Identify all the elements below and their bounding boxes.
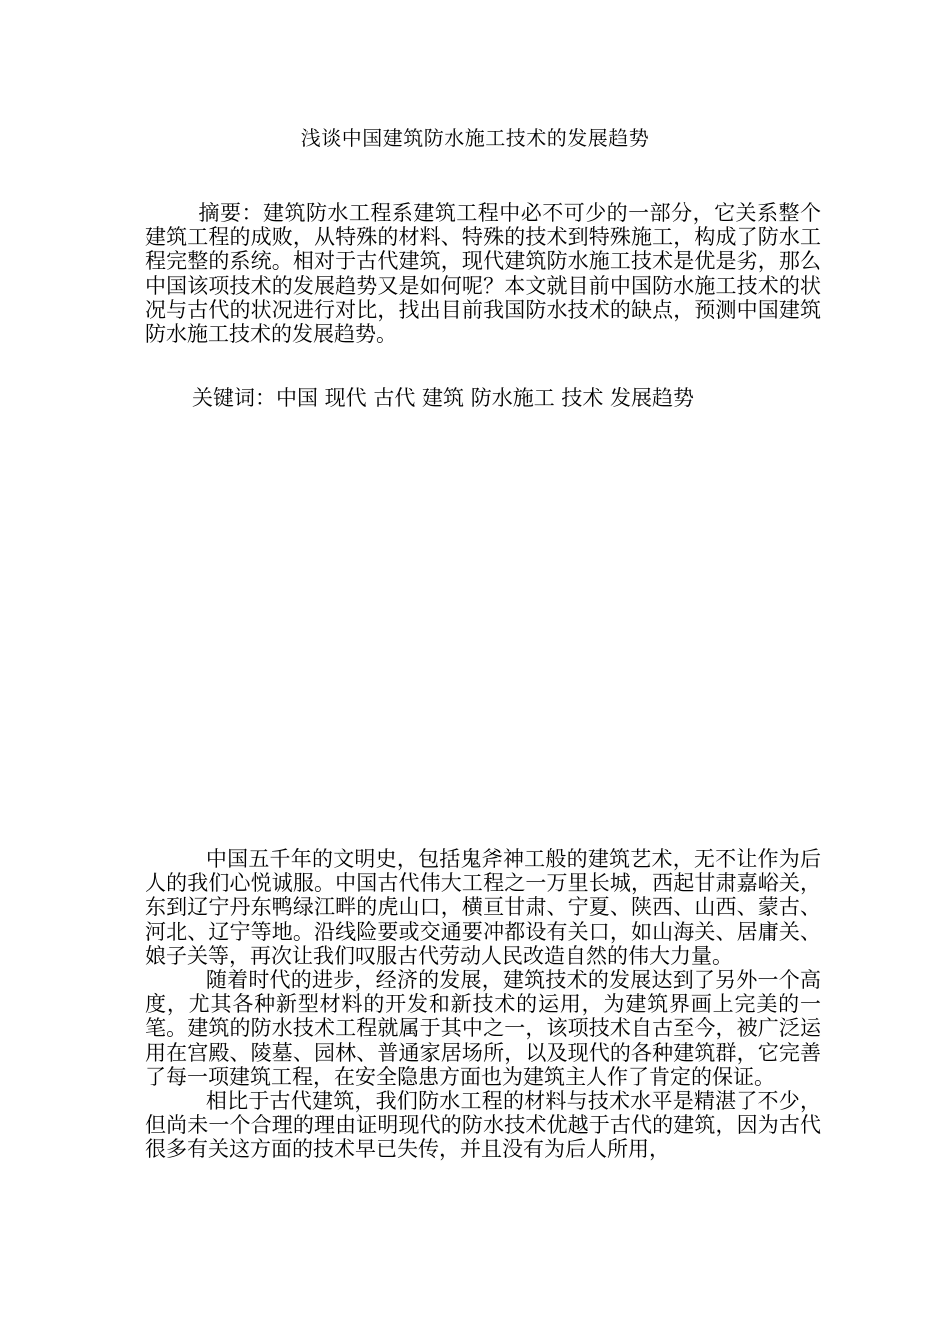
body-paragraph-3: 相比于古代建筑，我们防水工程的材料与技术水平是精湛了不少，但尚未一个合理的理由证明现代的防水技术优越于古代的建筑，因为古代很多有关这方面的技术早已失传，并且没有为后人所用， [145,1089,821,1162]
body-paragraph-1: 中国五千年的文明史，包括鬼斧神工般的建筑艺术，无不让作为后人的我们心悦诚服。中国古代伟大工程之一万里长城，西起甘肃嘉峪关，东到辽宁丹东鸭绿江畔的虎山口，横亘甘肃、宁夏、陕西、山西、蒙古、河北、辽宁等地。沿线险要或交通要冲都设有关口，如山海关、居庸关、娘子关等，再次让我们叹服古代劳动人民改造自然的伟大力量。 [145,847,821,968]
abstract-text: 摘要：建筑防水工程系建筑工程中必不可少的一部分，它关系整个建筑工程的成败，从特殊的材料、特殊的技术到特殊施工，构成了防水工程完整的系统。相对于古代建筑，现代建筑防水施工技术是优是劣，那么中国该项技术的发展趋势又是如何呢？本文就目前中国防水施工技术的状况与古代的状况进行对比，找出目前我国防水技术的缺点，预测中国建筑防水施工技术的发展趋势。 [145,201,821,347]
keywords-line: 关键词：中国 现代 古代 建筑 防水施工 技术 发展趋势 [192,386,695,410]
body-section [145,847,821,1162]
document-title: 浅谈中国建筑防水施工技术的发展趋势 [300,126,650,150]
body-paragraph-2: 随着时代的进步，经济的发展，建筑技术的发展达到了另外一个高度，尤其各种新型材料的开发和新技术的运用，为建筑界画上完美的一笔。建筑的防水技术工程就属于其中之一，该项技术自古至今，被广泛运用在宫殿、陵墓、园林、普通家居场所，以及现代的各种建筑群，它完善了每一项建筑工程，在安全隐患方面也为建筑主人作了肯定的保证。 [145,968,821,1089]
abstract-section [145,201,821,346]
